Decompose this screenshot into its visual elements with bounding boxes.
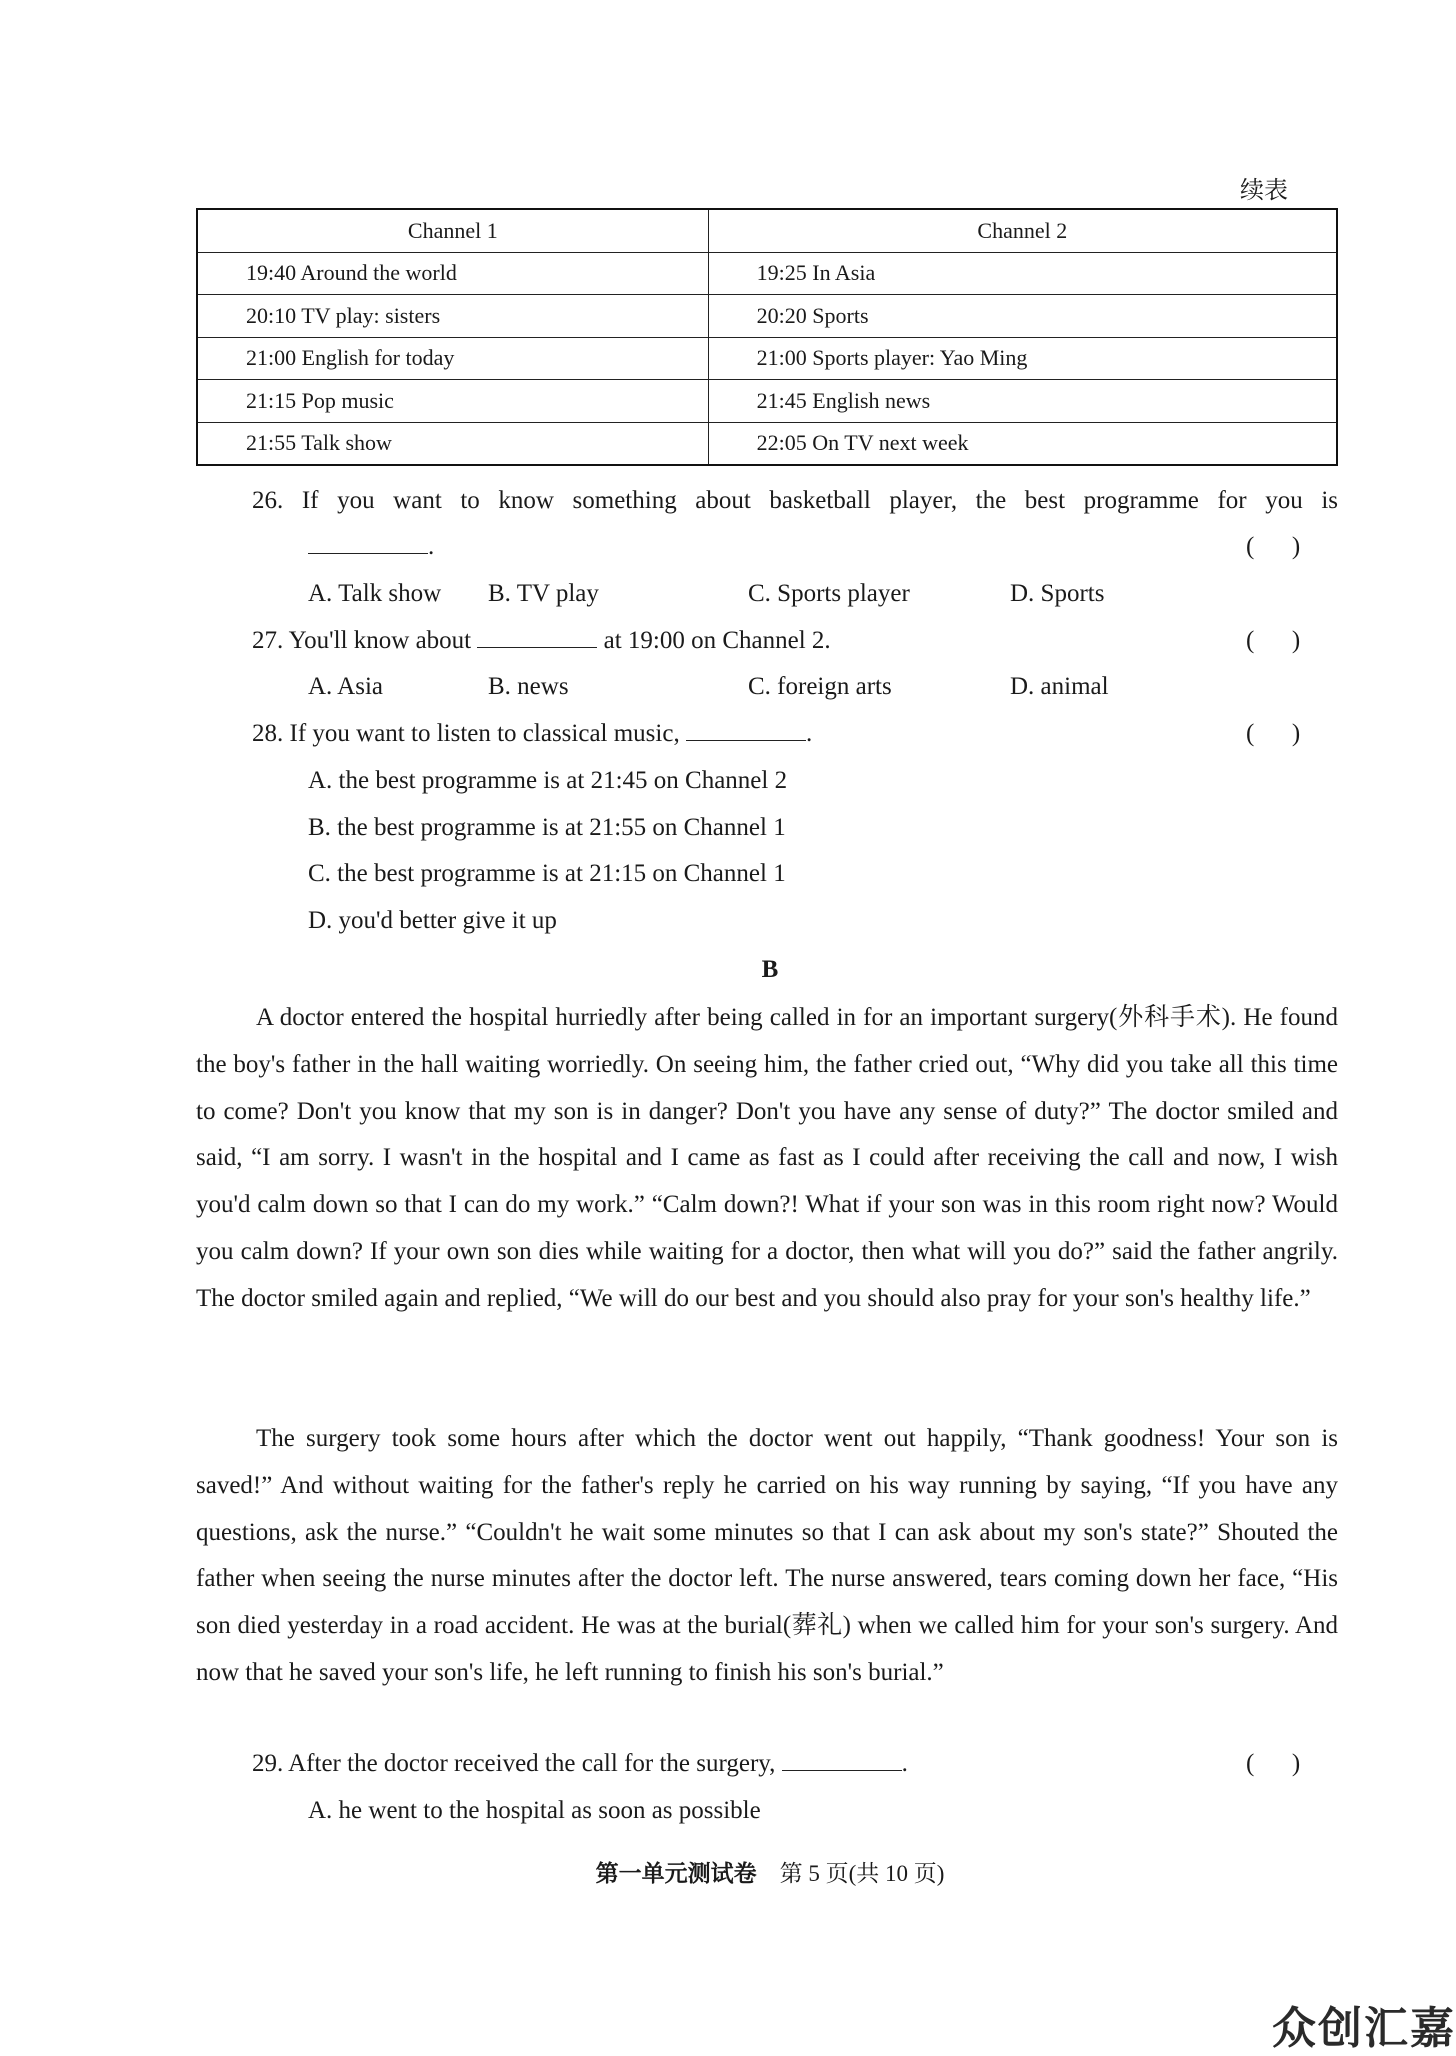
- option-b: B. the best programme is at 21:55 on Channel 1: [308, 814, 786, 841]
- page-footer: [0, 1855, 1456, 1888]
- answer-parentheses: ( ): [1246, 720, 1301, 747]
- table-row: [197, 380, 1337, 423]
- table-row: [197, 252, 1337, 295]
- table-cell: 19:25 In Asia: [708, 252, 1337, 295]
- question-27-stem: [252, 627, 831, 655]
- option-c: C. the best programme is at 21:15 on Channel 1: [308, 860, 786, 887]
- table-cell: 22:05 On TV next week: [708, 422, 1337, 465]
- passage-paragraph-1: A doctor entered the hospital hurriedly after being called in for an important surgery(外科手术). He found the boy's father in the hall waiting worriedly. On seeing him, the father cried out, “Why did you take all this time to come? Don't you know that my son is in danger? Don't you have any sense of duty?” The doctor smiled and said, “I am sorry. I wasn't in the hospital and I came as fast as I could after receiving the call and now, I wish you'd calm down so that I can do my work.” “Calm down?! What if your son was in this room right now? Would you calm down? If your own son dies while waiting for a doctor, then what will you do?” said the father angrily. The doctor smiled again and replied, “We will do our best and you should also pray for your son's healthy life.”: [196, 1004, 1338, 1312]
- table-row: [197, 295, 1337, 338]
- question-29-stem: [252, 1750, 908, 1778]
- answer-parentheses: ( ): [1246, 533, 1301, 560]
- question-26-stem: [252, 487, 1338, 515]
- table-cell: 20:20 Sports: [708, 295, 1337, 338]
- question-text: You'll know about: [288, 627, 472, 654]
- footer-title: 第一单元测试卷: [595, 1861, 757, 1887]
- question-number: 29.: [252, 1750, 284, 1777]
- tv-schedule-table: [196, 208, 1338, 466]
- question-number: 26.: [252, 487, 284, 514]
- option-d: D. animal: [1010, 673, 1109, 700]
- question-text-end: at 19:00 on Channel 2.: [603, 627, 831, 654]
- option-a: A. he went to the hospital as soon as possible: [308, 1797, 761, 1824]
- question-number: 27.: [252, 627, 284, 654]
- table-cell: 21:45 English news: [708, 380, 1337, 423]
- option-c: C. Sports player: [748, 580, 910, 607]
- option-d: D. you'd better give it up: [308, 907, 557, 934]
- column-header-channel-1: Channel 1: [197, 209, 708, 252]
- answer-blank: [686, 722, 806, 741]
- table-cell: 21:15 Pop music: [197, 380, 708, 423]
- table-cell: 19:40 Around the world: [197, 252, 708, 295]
- question-28-stem: [252, 720, 812, 748]
- answer-blank: [782, 1752, 902, 1771]
- answer-blank: [308, 535, 428, 554]
- question-number: 28.: [252, 720, 284, 747]
- question-text: After the doctor received the call for the surgery,: [288, 1750, 776, 1777]
- question-text-end: .: [901, 1750, 908, 1777]
- table-cell: 21:00 English for today: [197, 337, 708, 380]
- question-26-blank-line: [308, 533, 434, 561]
- option-a: A. the best programme is at 21:45 on Channel 2: [308, 767, 788, 794]
- answer-parentheses: ( ): [1246, 1750, 1301, 1777]
- table-cell: 21:55 Talk show: [197, 422, 708, 465]
- section-heading-b: B: [761, 956, 779, 983]
- question-text: If you want to listen to classical music,: [289, 720, 680, 747]
- question-text-end: .: [428, 533, 435, 560]
- table-row: [197, 337, 1337, 380]
- option-b: B. news: [488, 673, 569, 700]
- question-text: If you want to know something about basketball player, the best programme for you is: [301, 487, 1338, 514]
- continued-label: 续表: [1240, 178, 1288, 204]
- question-text-end: .: [805, 720, 813, 747]
- column-header-channel-2: Channel 2: [708, 209, 1337, 252]
- table-row: [197, 422, 1337, 465]
- table-cell: 21:00 Sports player: Yao Ming: [708, 337, 1337, 380]
- option-c: C. foreign arts: [748, 673, 892, 700]
- watermark-logo: 众创汇嘉: [1272, 2003, 1456, 2054]
- option-b: B. TV play: [488, 580, 599, 607]
- option-a: A. Talk show: [308, 580, 442, 607]
- footer-page-number: 第 5 页(共 10 页): [779, 1861, 945, 1886]
- table-cell: 20:10 TV play: sisters: [197, 295, 708, 338]
- answer-parentheses: ( ): [1246, 627, 1301, 654]
- table-header-row: [197, 209, 1337, 252]
- option-a: A. Asia: [308, 673, 383, 700]
- passage-paragraph-2: The surgery took some hours after which the doctor went out happily, “Thank goodness! Your son is saved!” And without waiting for the father's reply he carried on his way running by saying, “If you have any questions, ask the nurse.” “Couldn't he wait some minutes so that I can ask about my son's state?” Shouted the father when seeing the nurse minutes after the doctor left. The nurse answered, tears coming down her face, “His son died yesterday in a road accident. He was at the burial(葬礼) when we called him for your son's surgery. And now that he saved your son's life, he left running to finish his son's burial.”: [196, 1425, 1338, 1686]
- answer-blank: [477, 629, 597, 648]
- option-d: D. Sports: [1010, 580, 1105, 607]
